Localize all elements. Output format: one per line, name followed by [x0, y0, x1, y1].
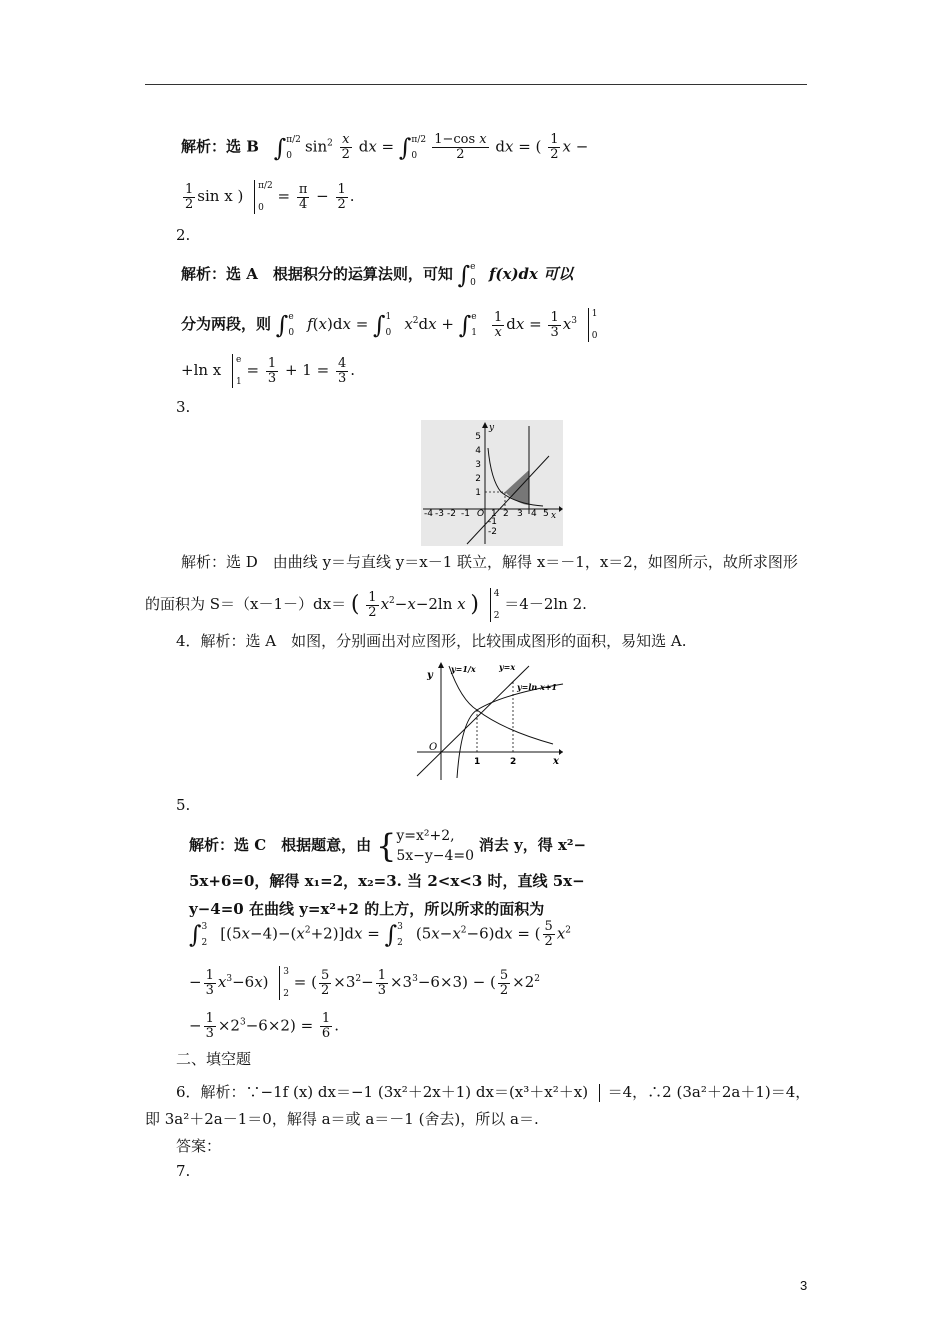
- q3-ytick: 4: [475, 446, 481, 456]
- q3-answer-line2-tail: ＝4－2ln 2.: [504, 595, 587, 613]
- q3-xtick: -2: [447, 509, 456, 519]
- q5-system-eq2: 5x−y−4=0: [396, 848, 475, 864]
- q6-line2: 即 3a²＋2a－1＝0，解得 a＝或 a＝－1 (舍去)，所以 a＝.: [145, 1110, 539, 1128]
- q6-line1-text: 6．解析：∵−1f (x) dx＝−1 (3x²＋2x＋1) dx＝(x³＋x²＋x): [176, 1083, 589, 1101]
- q3-ytick: 3: [475, 460, 481, 470]
- q5-line6: − $\frac{1}{3}$ $\times 2^3-6\times 2$) = $\frac{1}{6}$ .: [189, 1011, 339, 1041]
- q4-graph: [413, 660, 565, 782]
- q3-x-label: x: [551, 511, 557, 521]
- q2-line2-text: 分为两段，则: [181, 315, 272, 333]
- q2-line2: 分为两段，则 ∫ e 0 f(x)dx = ∫ 1 0 $x^2dx$ + ∫ e 1 $\frac{1}{x}$ dx = $\frac{1}{3}$ $x^3$ 1 0: [181, 309, 598, 341]
- q2-number: 2.: [176, 226, 191, 244]
- q4-label-line: y=x: [499, 662, 516, 672]
- q6-line1: [176, 1083, 810, 1102]
- q6-answer-label: 答案：: [176, 1137, 222, 1155]
- q4-tick2: 2: [510, 757, 517, 767]
- q3-number: 3.: [176, 398, 191, 416]
- q3-ytick: -2: [488, 527, 497, 537]
- q2-line1-text: 解析：选 A 根据积分的运算法则，可知: [181, 265, 453, 283]
- q3-graph: [421, 420, 563, 546]
- q1-sin: sin x: [197, 187, 233, 205]
- section-fill-in-blank-title: 二、填空题: [176, 1050, 252, 1068]
- q3-xtick: 2: [503, 509, 509, 519]
- q1-line1: 解析：选 B ∫ π/2 0 $\sin^2$ $\frac{x}{2}$ dx = ∫ π/2 0 $\frac{\text{1−cos x}}{2}$ dx = ( $\frac{1}{2}$ x −: [181, 132, 589, 162]
- q5-prefix: 解析：选 C 根据题意，由: [189, 836, 372, 854]
- q5-number: 5.: [176, 796, 191, 814]
- q2-line3-text: +ln x: [181, 361, 222, 379]
- q3-answer-line2-prefix: 的面积为 S＝（x－1－）dx＝: [145, 595, 347, 613]
- q3-ytick: 5: [475, 432, 481, 442]
- q2-line1-tail: f(x)dx 可以: [488, 265, 574, 283]
- q3-xtick: -1: [461, 509, 470, 519]
- header-rule: [145, 84, 807, 85]
- q6-line1-tail: ＝4，∴2 (3a²＋2a＋1)＝4，: [607, 1083, 811, 1101]
- q7-number: 7.: [176, 1162, 191, 1180]
- q5-line1: 解析：选 C 根据题意，由 { y=x²+2, 5x−y−4=0 消去 y，得 x²−: [189, 827, 587, 865]
- q3-answer-line1: 解析：选 D 由曲线 y＝与直线 y＝x－1 联立，解得 x＝－1，x＝2，如图所示，故所求图形: [181, 553, 798, 571]
- q3-xtick: -3: [435, 509, 444, 519]
- q2-line1: 解析：选 A 根据积分的运算法则，可知 ∫ e 0 f(x)dx 可以: [181, 261, 574, 289]
- q4-x-label: x: [553, 756, 559, 767]
- q3-xtick: 5: [543, 509, 549, 519]
- q3-ytick: -1: [488, 517, 497, 527]
- q3-xtick: -4: [424, 509, 433, 519]
- q4-y-label: y: [427, 670, 433, 681]
- q5-system-eq1: y=x²+2,: [396, 828, 455, 844]
- q3-xtick: 4: [531, 509, 537, 519]
- q3-xtick: 1: [491, 509, 497, 519]
- q3-y-label: y: [489, 423, 495, 433]
- q3-ytick: 2: [475, 474, 481, 484]
- q4-origin: O: [429, 742, 438, 753]
- q5-line4: ∫ 3 2 $[(5x-4)-(x^2+2)]dx$ = ∫ 3 2 $(5x-x^2-6)dx$ = ( $\frac{5}{2}$ $x^2$: [189, 919, 572, 949]
- q5-line5: − $\frac{1}{3}$ $x^3-6x$) 3 2 = ( $\frac{5}{2}$ $\times 3^2-$ $\frac{1}{3}$ $\times 3^3-6\times 3$) − ( $\frac{5}{2}$ $\times 2^2$: [189, 967, 541, 999]
- q5-line3: y−4=0 在曲线 y=x²+2 的上方，所以所求的面积为: [189, 900, 545, 918]
- q3-origin: O: [477, 509, 485, 519]
- q4-text: 4．解析：选 A 如图，分别画出对应图形，比较围成图形的面积，易知选 A.: [176, 632, 687, 650]
- q4-label-log: y=ln x+1: [517, 682, 558, 692]
- q5-line2: 5x+6=0，解得 x₁=2，x₂=3. 当 2<x<3 时，直线 5x−: [189, 872, 585, 890]
- q5-line1-tail: 消去 y，得 x²−: [478, 836, 587, 854]
- q1-prefix: 解析：选 B: [181, 137, 259, 156]
- page-number: 3: [800, 1278, 808, 1293]
- q1-line2: $\frac{1}{2}$ sin x ) π/2 0 = $\frac{\pi}{4}$ − $\frac{1}{2}$ .: [185, 181, 355, 213]
- q2-line3: +ln x e 1 = $\frac{1}{3}$ + 1 = $\frac{4}{3}$ .: [181, 355, 355, 387]
- q4-label-recip: y=1/x: [451, 664, 476, 674]
- q3-ytick: 1: [475, 488, 481, 498]
- q4-tick1: 1: [474, 757, 481, 767]
- q3-answer-line2: 的面积为 S＝（x－1－）dx＝ ( $\frac{1}{2}$ $x^2-x-2\ln$ x ) 4 2 ＝4－2ln 2.: [145, 589, 587, 621]
- q3-xtick: 3: [517, 509, 523, 519]
